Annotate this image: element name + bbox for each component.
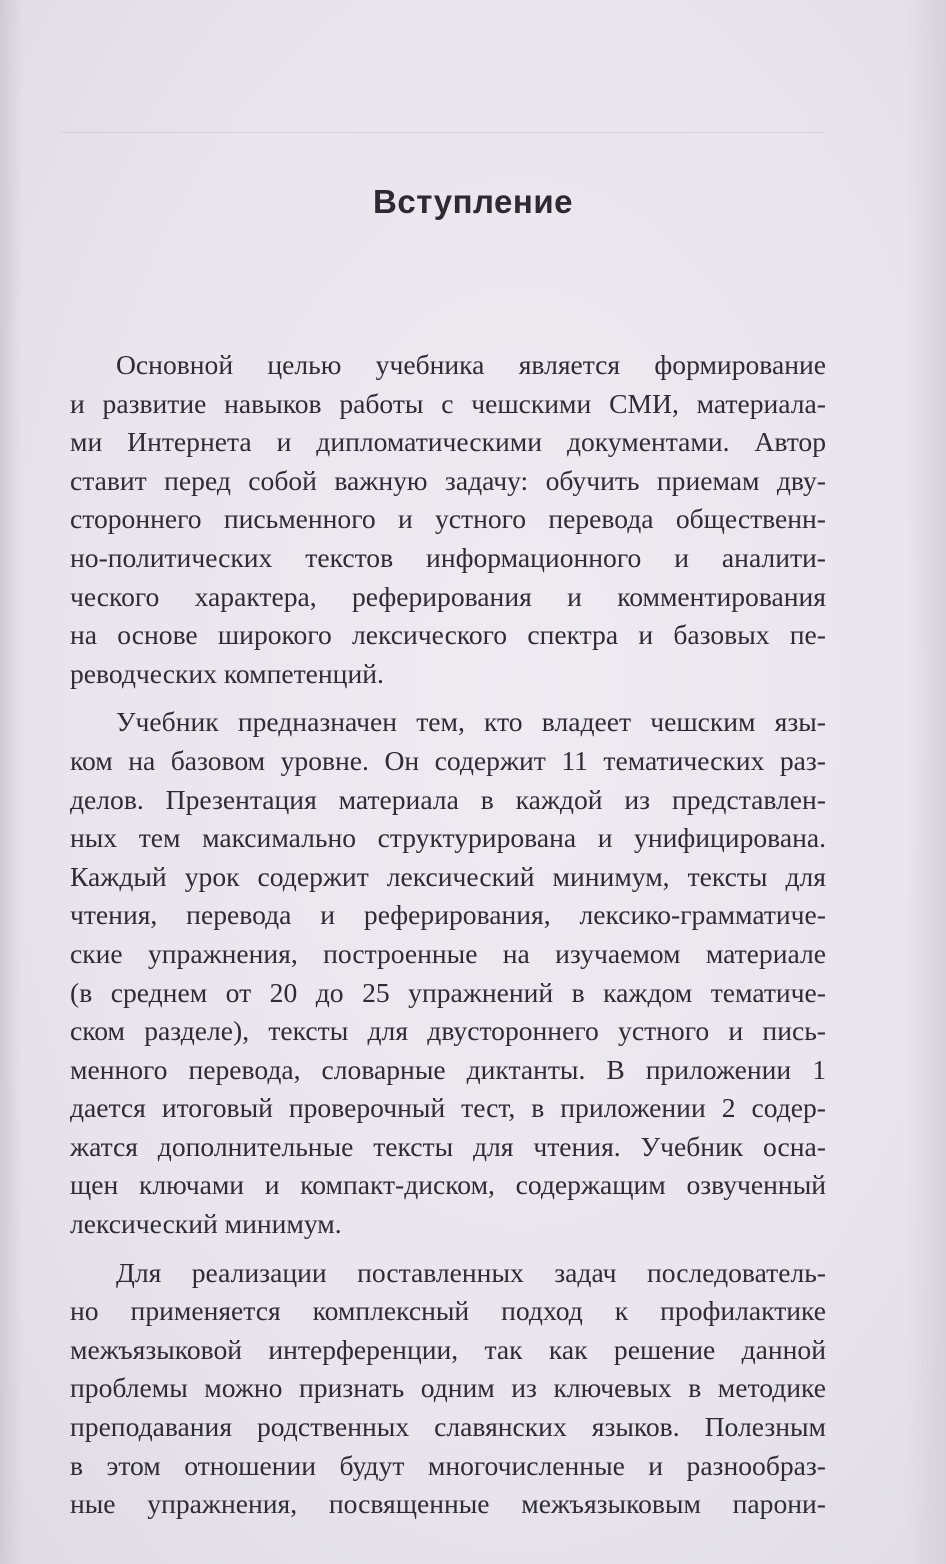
text-line: ком на базовом уровне. Он содержит 11 тематических раз- [70, 744, 826, 776]
text-line: Учебник предназначен тем, кто владеет чешским язы- [116, 706, 826, 738]
text-line: менного перевода, словарные диктанты. В приложении 1 [70, 1053, 826, 1085]
page-edge-shadow [906, 0, 946, 1564]
text-line: ческого характера, реферирования и комментирования [70, 580, 826, 612]
page-title: Вступление [373, 183, 573, 220]
text-line: и развитие навыков работы с чешскими СМИ, материала- [70, 387, 826, 419]
text-line: стороннего письменного и устного перевода общественн- [70, 503, 826, 535]
body-text [70, 346, 826, 1534]
text-line: ных тем максимально структурирована и унифицирована. [70, 822, 826, 854]
text-line: жатся дополнительные тексты для чтения. Учебник осна- [70, 1130, 826, 1162]
text-line: межъязыковой интерференции, так как решение данной [70, 1333, 826, 1365]
text-line: дается итоговый проверочный тест, в приложении 2 содер- [70, 1092, 826, 1124]
text-line: ском разделе), тексты для двустороннего устного и пись- [70, 1015, 826, 1047]
text-line: реводческих компетенций. [70, 657, 384, 689]
text-line: ные упражнения, посвященные межъязыковым парони- [70, 1488, 826, 1520]
text-line: Для реализации поставленных задач последователь- [116, 1256, 826, 1288]
text-line: делов. Презентация материала в каждой из представлен- [70, 783, 826, 815]
text-line: ми Интернета и дипломатическими документами. Автор [70, 426, 826, 458]
text-line: на основе широкого лексического спектра и базовых пе- [70, 619, 826, 651]
text-line: Основной целью учебника является формирование [116, 349, 826, 380]
text-line: Каждый урок содержит лексический минимум, тексты для [70, 860, 826, 892]
paragraph-2 [70, 703, 826, 1243]
text-line: проблемы можно признать одним из ключевых в методике [70, 1372, 826, 1404]
text-line: но применяется комплексный подход к профилактике [70, 1295, 826, 1327]
paragraph-3 [70, 1254, 826, 1524]
page-gutter-shadow [0, 0, 22, 1564]
text-line: чтения, перевода и реферирования, лексико-грамматиче- [70, 899, 826, 931]
text-line: но-политических текстов информационного и аналити- [70, 541, 826, 573]
text-line: щен ключами и компакт-диском, содержащим озвученный [70, 1169, 826, 1201]
bleed-through-rule [62, 132, 824, 133]
text-line: преподавания родственных славянских языков. Полезным [70, 1411, 826, 1443]
text-line: лексический минимум. [70, 1208, 342, 1240]
text-line: ставит перед собой важную задачу: обучить приемам дву- [70, 464, 826, 496]
paragraph-1 [70, 346, 826, 693]
text-line: (в среднем от 20 до 25 упражнений в каждом тематиче- [70, 976, 826, 1008]
text-line: в этом отношении будут многочисленные и разнообраз- [70, 1449, 826, 1481]
text-line: ские упражнения, построенные на изучаемом материале [70, 937, 826, 969]
